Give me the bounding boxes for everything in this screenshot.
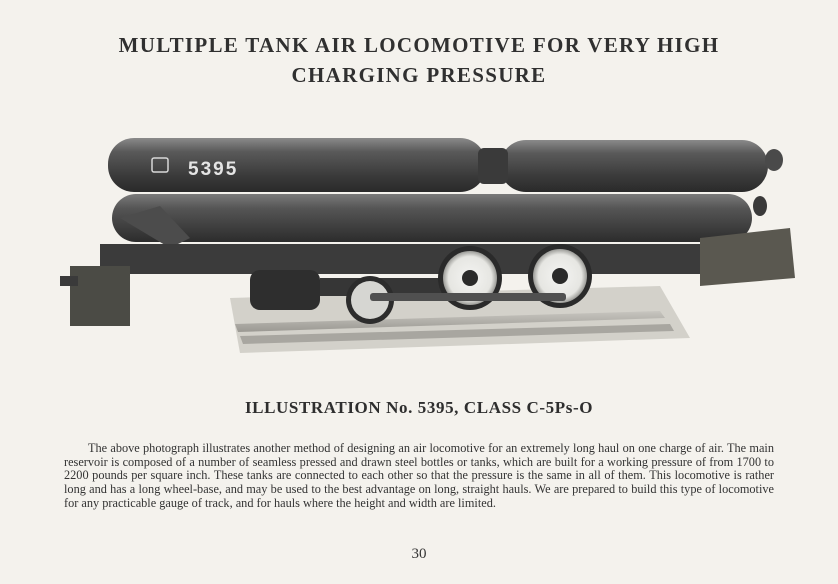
title-line-1: MULTIPLE TANK AIR LOCOMOTIVE FOR VERY HIGH bbox=[118, 33, 720, 57]
illustration-caption: ILLUSTRATION No. 5395, CLASS C-5Ps-O bbox=[244, 398, 594, 417]
cylinder bbox=[250, 270, 320, 310]
tank-coupling bbox=[478, 148, 508, 184]
lower-tank bbox=[112, 194, 752, 242]
page-title bbox=[0, 30, 838, 90]
rear-bracket bbox=[700, 228, 795, 286]
locomotive-number: 5395 bbox=[188, 159, 239, 180]
description-paragraph: The above photograph illustrates another method of designing an air locomotive for an extremely long haul on one charge of air. The main reservoir is composed of a number of seamless pressed and drawn steel bottles or tanks, which are built for a working pressure of from 1700 to 2200 pounds per square inch. These tanks are connected to each other so that the pressure is the same in all of them. This locomotive is rather long and has a long wheel-base, and may be used to the best advantage on long, straight hauls. We are prepared to build this type of locomotive for any practicable gauge of track, and for hauls where the height and width are limited. bbox=[64, 441, 774, 510]
title-line-2: CHARGING PRESSURE bbox=[291, 63, 547, 87]
side-rod bbox=[370, 293, 566, 301]
locomotive-photo bbox=[60, 128, 800, 368]
front-bumper bbox=[70, 266, 130, 326]
frame bbox=[100, 244, 720, 274]
coupler bbox=[60, 276, 78, 286]
upper-tank-right bbox=[500, 140, 768, 192]
tank-end-cap bbox=[765, 149, 783, 171]
page-number: 30 bbox=[411, 546, 427, 562]
upper-tank-left bbox=[108, 138, 486, 192]
lower-tank-end bbox=[753, 196, 767, 216]
